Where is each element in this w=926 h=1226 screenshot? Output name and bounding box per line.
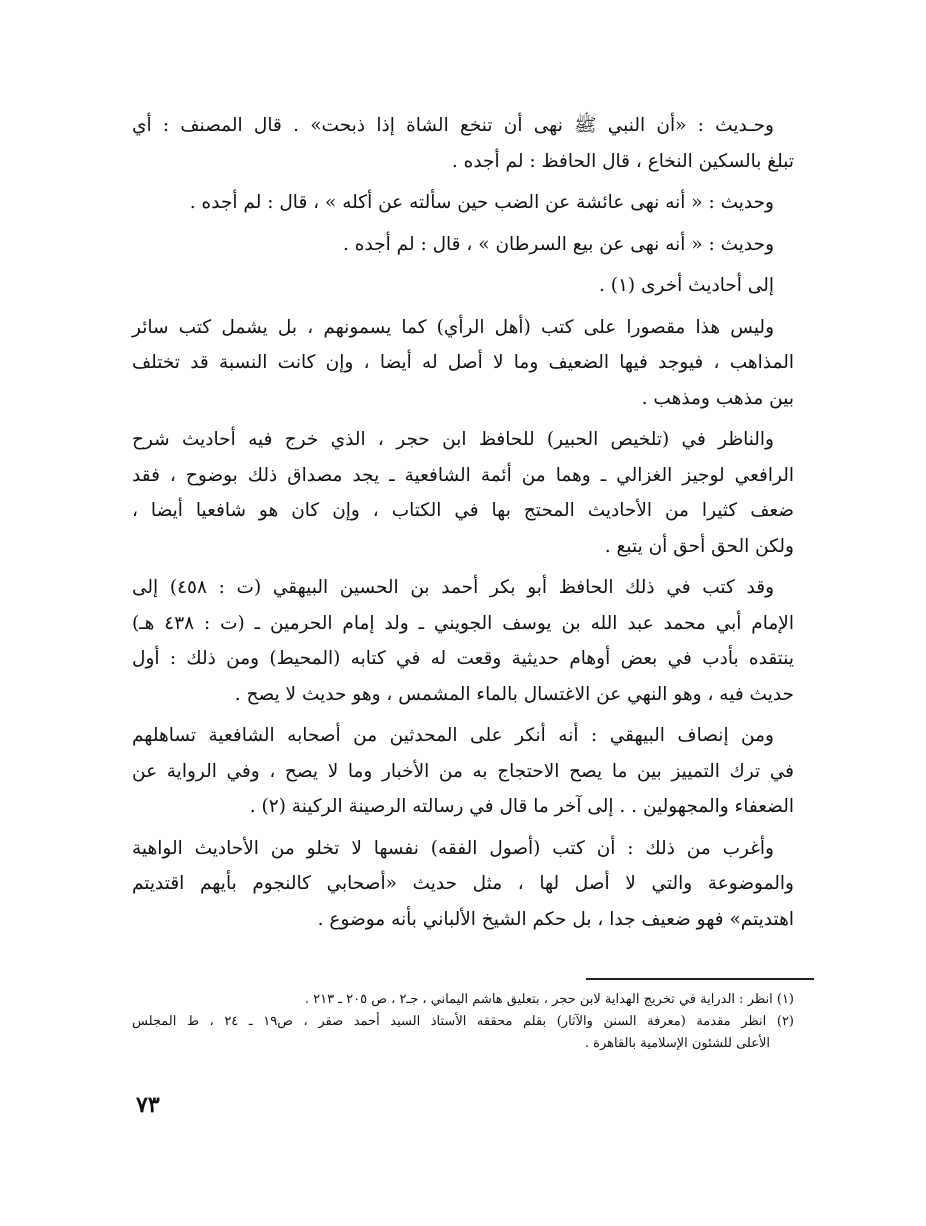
paragraph-line: الضعفاء والمجهولين . . إلى آخر ما قال في رسالته الرصينة الركينة (٢) . <box>249 796 794 817</box>
paragraph-line: اهتديتم» فهو ضعيف جدا ، بل حكم الشيخ الألباني بأنه موضوع . <box>317 908 794 930</box>
footnote-separator <box>586 978 814 980</box>
paragraph-line: الإمام أبي محمد عبد الله بن يوسف الجويني ـ ولد إمام الحرمين ـ (ت : ٤٣٨ هـ) <box>132 612 794 634</box>
paragraph-line: المذاهب ، فيوجد فيها الضعيف وما لا أصل له أيضا ، وإن كانت النسبة قد تختلف <box>132 352 794 373</box>
paragraph-line: تبلغ بالسكين النخاع ، قال الحافظ : لم أجده . <box>451 150 794 172</box>
paragraph-line: ومن إنصاف البيهقي : أنه أنكر على المحدثين من أصحابه الشافعية تساهلهم <box>132 725 774 746</box>
paragraph-line: حديث فيه ، وهو النهي عن الاغتسال بالماء المشمس ، وهو حديث لا يصح . <box>234 683 794 705</box>
paragraph-line: ضعف كثيرا من الأحاديث المحتج بها في الكتاب ، وإن كان هو شافعيا أيضا ، <box>132 500 794 521</box>
paragraph-line: وليس هذا مقصورا على كتب (أهل الرأي) كما يسمونهم ، بل يشمل كتب سائر <box>132 316 774 338</box>
paragraph-line: وأغرب من ذلك : أن كتب (أصول الفقه) نفسها لا تخلو من الأحاديث الواهية <box>132 837 774 859</box>
paragraph-line: بين مذهب ومذهب . <box>641 387 794 409</box>
paragraph-line: إلى أحاديث أخرى (١) . <box>598 275 774 296</box>
paragraph-line: وحديث : « أنه نهى عن بيع السرطان » ، قال : لم أجده . <box>343 233 774 255</box>
paragraph-line: الرافعي لوجيز الغزالي ـ وهما من أئمة الشافعية ـ يجد مصداق ذلك بوضوح ، فقد <box>132 464 794 486</box>
paragraph-line: وحـديث : «أن النبي ﷺ نهى أن تنخع الشاة إذا ذبحت» . قال المصنف : أي <box>132 115 774 136</box>
footnote-line: الأعلى للشئون الإسلامية بالقاهرة . <box>584 1036 770 1051</box>
footnote-line: (٢) انظر مقدمة (معرفة السنن والآثار) بقلم محققه الأستاذ السيد أحمد صقر ، ص١٩ ـ ٢٤ ، ط المجلس <box>132 1014 794 1029</box>
main-text <box>132 112 794 941</box>
footnotes <box>132 990 794 1056</box>
paragraph-line: وقد كتب في ذلك الحافظ أبو بكر أحمد بن الحسين البيهقي (ت : ٤٥٨) إلى <box>132 577 774 598</box>
paragraph-line: ينتقده بأدب في بعض أوهام حديثية وقعت له في كتابه (المحيط) ومن ذلك : أول <box>132 648 794 669</box>
page-number: ٧٣ <box>136 1092 160 1118</box>
paragraph-line: ولكن الحق أحق أن يتبع . <box>604 535 794 557</box>
paragraph-line: والموضوعة والتي لا أصل لها ، مثل حديث «أصحابي كالنجوم بأيهم اقتديتم <box>132 873 794 894</box>
paragraph-line: والناظر في (تلخيص الحبير) للحافظ ابن حجر ، الذي خرج فيه أحاديث شرح <box>132 429 774 450</box>
paragraph-line: في ترك التمييز بين ما يصح الاحتجاج به من الأخبار وما لا يصح ، وفي الرواية عن <box>132 760 794 782</box>
footnote-line: (١) انظر : الدراية في تخريج الهداية لابن حجر ، بتعليق هاشم اليماني ، جـ٢ ، ص ٢٠٥ ـ ٢١٣ . <box>304 992 794 1007</box>
paragraph-line: وحديث : « أنه نهى عائشة عن الضب حين سألته عن أكله » ، قال : لم أجده . <box>189 192 774 213</box>
